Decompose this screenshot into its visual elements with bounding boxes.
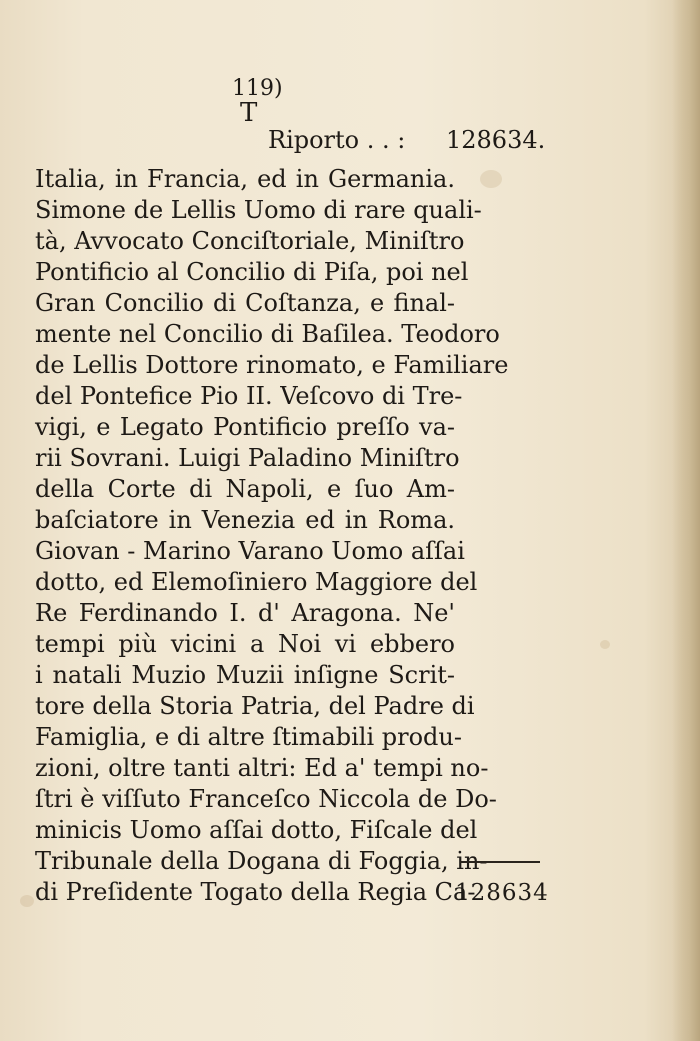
text-line: Giovan - Marino Varano Uomo aſſai [35,537,465,565]
text-line: tore della Storia Patria, del Padre di [35,692,475,720]
text-line: dotto, ed Elemoſiniero Maggiore del [35,568,478,596]
text-line: Tribunale della Dogana di Foggia, in- [35,847,488,875]
text-line: de Lellis Dottore rinomato, e Familiare [35,351,509,379]
text-line: Re Ferdinando I. d' Aragona. Ne' [35,599,455,627]
text-line: Famiglia, e di altre ſtimabili produ- [35,723,462,751]
text-line: tempi più vicini a Noi vi ebbero [35,630,455,658]
text-line: tà, Avvocato Conciſtoriale, Miniſtro [35,227,465,255]
text-line: rii Sovrani. Luigi Paladino Miniſtro [35,444,460,472]
text-line: i natali Muzio Muzii inſigne Scrit- [35,661,455,689]
text-line: Pontificio al Concilio di Piſa, poi nel [35,258,469,286]
page-header [0,70,700,160]
page-number: 119) [232,76,283,101]
text-line: della Corte di Napoli, e ſuo Am- [35,475,455,503]
text-line: di Preſidente Togato della Regia Ca- [35,878,476,906]
text-line: Italia, in Francia, ed in Germania. [35,165,455,193]
text-line: vigi, e Legato Pontificio preſſo va- [35,413,455,441]
signature-mark: T [240,98,258,128]
text-line: mente nel Concilio di Baſilea. Teodoro [35,320,500,348]
text-line: del Pontefice Pio II. Veſcovo di Tre- [35,382,463,410]
text-line: baſciatore in Venezia ed in Roma. [35,506,455,534]
text-line: zioni, oltre tanti altri: Ed a' tempi no- [35,754,489,782]
carry-forward-value: 128634. [446,126,546,154]
footer-rule [460,861,540,863]
text-line: Simone de Lellis Uomo di rare quali- [35,196,482,224]
page-total: 128634 [455,880,549,906]
text-line: ſtri è viſſuto Franceſco Niccola de Do- [35,785,497,813]
carry-forward-label: Riporto . . : [268,126,406,154]
text-line: minicis Uomo aſſai dotto, Fiſcale del [35,816,478,844]
foxing-stain [20,895,34,907]
text-line: Gran Concilio di Coſtanza, e final- [35,289,455,317]
